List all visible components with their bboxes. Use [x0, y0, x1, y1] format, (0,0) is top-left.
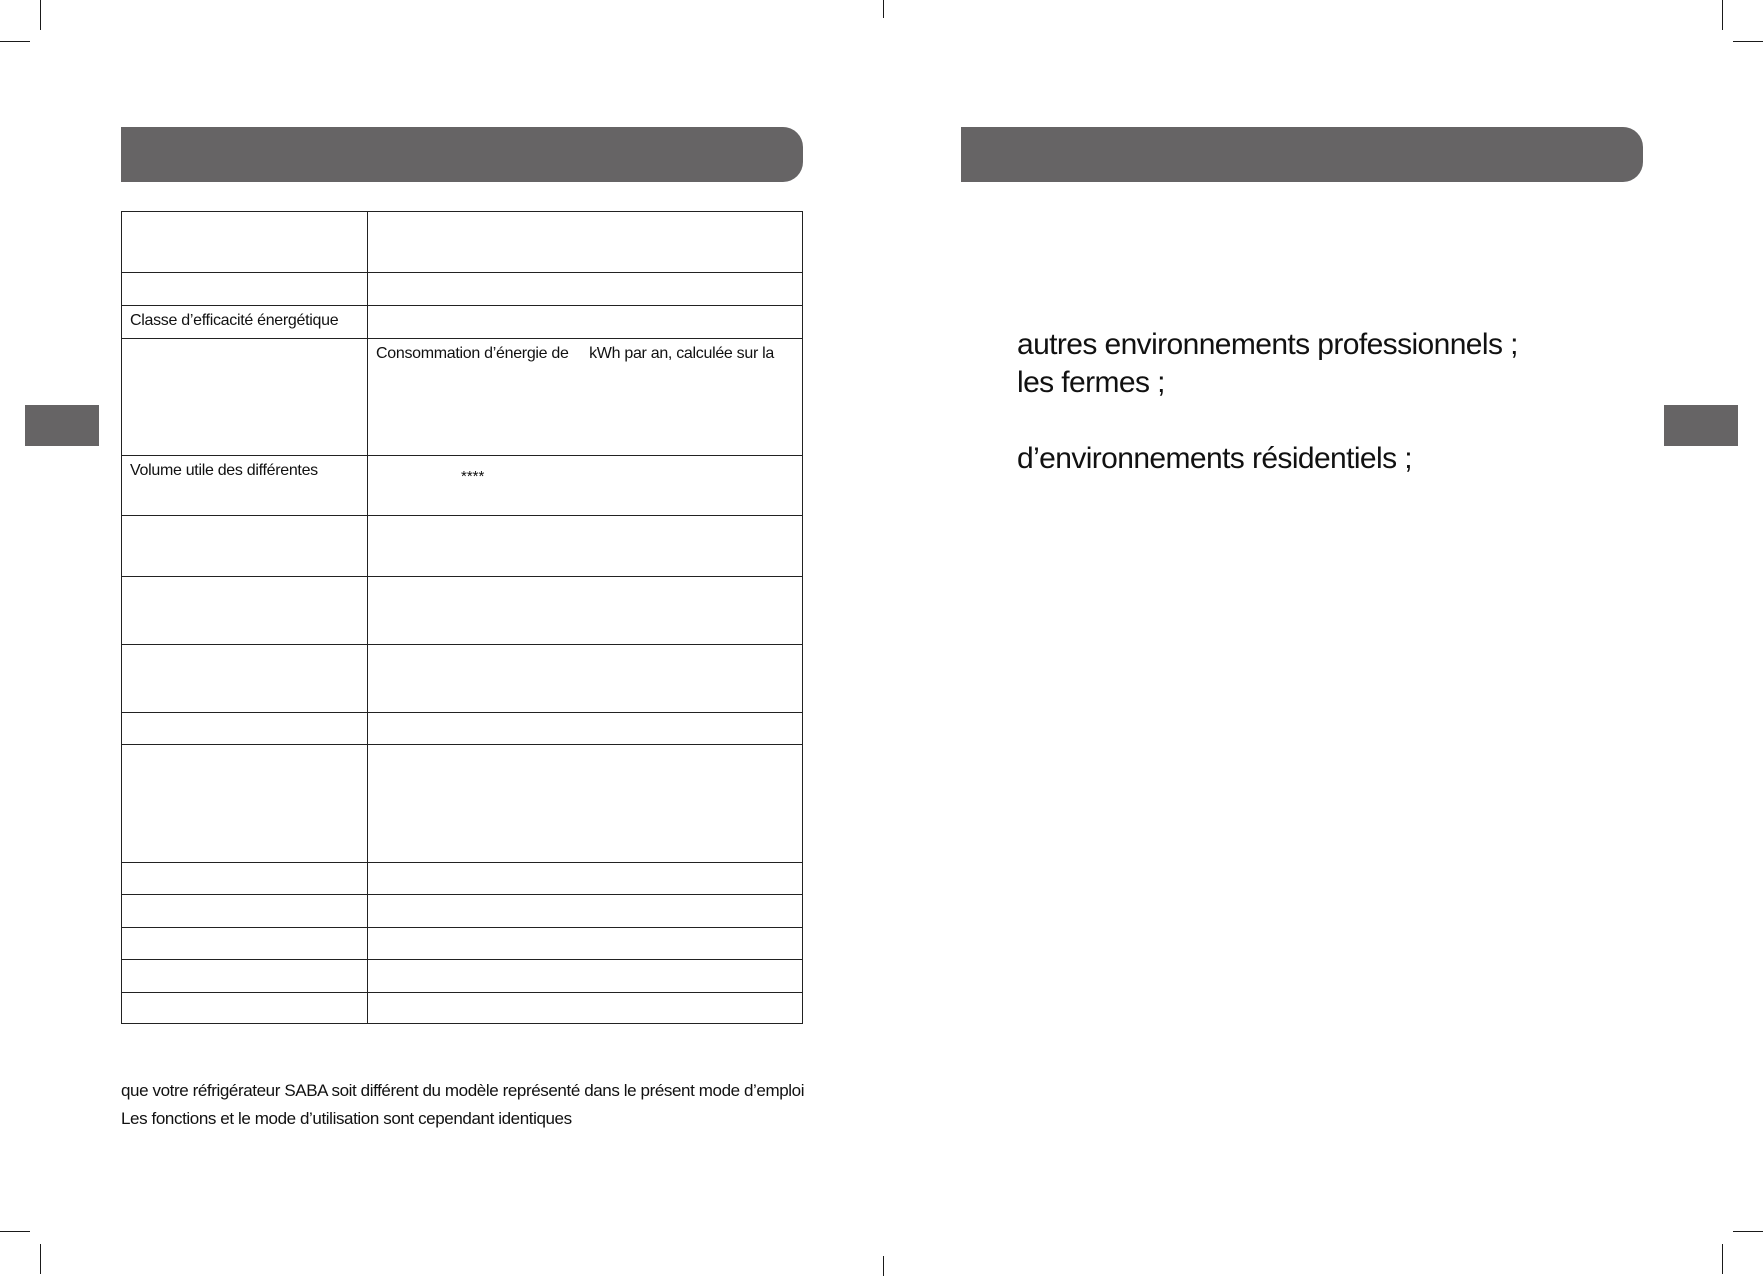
table-row: [122, 960, 803, 993]
spec-label-cell: [122, 212, 368, 273]
crop-mark: [0, 41, 30, 42]
table-row: [122, 993, 803, 1024]
spec-label-cell: [122, 516, 368, 577]
usage-item-residential: d’environnements résidentiels ;: [1017, 442, 1412, 475]
footnote-line-1: que votre réfrigérateur SABA soit différent du modèle représenté dans le présent mode d’emploi: [121, 1081, 805, 1100]
crop-mark: [40, 1244, 41, 1274]
side-tab-left: [25, 405, 99, 446]
crop-mark: [883, 0, 884, 18]
spec-value-cell: [368, 645, 803, 713]
spec-value-cell: [368, 273, 803, 306]
spec-label-cell: [122, 339, 368, 456]
spec-table: [121, 211, 803, 1024]
crop-mark: [1722, 1244, 1723, 1274]
footnote-line-2: Les fonctions et le mode d’utilisation sont cependant identiques: [121, 1109, 572, 1128]
spec-value-cell: [368, 577, 803, 645]
spec-label-cell: [122, 928, 368, 960]
table-row: [122, 273, 803, 306]
table-row: [122, 577, 803, 645]
crop-mark: [883, 1256, 884, 1276]
spec-value-cell: [368, 928, 803, 960]
footnote: [121, 1077, 804, 1133]
spec-value-cell: [368, 456, 803, 516]
table-row: [122, 339, 803, 456]
spec-value-cell: [368, 745, 803, 863]
spec-label-cell: [122, 863, 368, 895]
spec-value-cell: [368, 713, 803, 745]
table-row: [122, 212, 803, 273]
spec-label-cell: [122, 645, 368, 713]
spec-value-cell: [368, 306, 803, 339]
spec-label-cell: [122, 306, 368, 339]
star-rating-text: ****: [461, 468, 485, 485]
crop-mark: [1733, 41, 1763, 42]
spec-value-cell: [368, 516, 803, 577]
spec-label-cell: [122, 745, 368, 863]
crop-mark: [40, 0, 41, 30]
table-row: [122, 306, 803, 339]
spec-value-cell: [368, 863, 803, 895]
spec-label-cell: [122, 456, 368, 516]
spec-label-cell: [122, 713, 368, 745]
spec-value-cell: [368, 993, 803, 1024]
section-header-bar-right: [961, 127, 1643, 182]
spec-value-cell: [368, 339, 803, 456]
spec-label-cell: [122, 577, 368, 645]
table-row: [122, 863, 803, 895]
spec-value-cell: [368, 960, 803, 993]
usage-item-professional: autres environnements professionnels ;: [1017, 328, 1518, 361]
section-header-bar-left: [121, 127, 803, 182]
spec-value-cell: [368, 895, 803, 928]
energy-consumption-text: Consommation d’énergie de kWh par an, calculée sur la: [376, 345, 774, 362]
table-row: [122, 928, 803, 960]
usable-volume-label: Volume utile des différentes: [130, 462, 318, 479]
crop-mark: [1733, 1231, 1763, 1232]
crop-mark: [0, 1231, 30, 1232]
table-row: [122, 895, 803, 928]
table-row: [122, 745, 803, 863]
energy-class-label: Classe d’efficacité énergétique: [130, 312, 339, 329]
spec-label-cell: [122, 273, 368, 306]
table-row: [122, 713, 803, 745]
spec-label-cell: [122, 960, 368, 993]
spec-label-cell: [122, 993, 368, 1024]
usage-item-farms: les fermes ;: [1017, 366, 1165, 399]
spec-value-cell: [368, 212, 803, 273]
side-tab-right: [1664, 405, 1738, 446]
table-row: [122, 456, 803, 516]
crop-mark: [1722, 0, 1723, 30]
table-row: [122, 516, 803, 577]
table-row: [122, 645, 803, 713]
spec-label-cell: [122, 895, 368, 928]
